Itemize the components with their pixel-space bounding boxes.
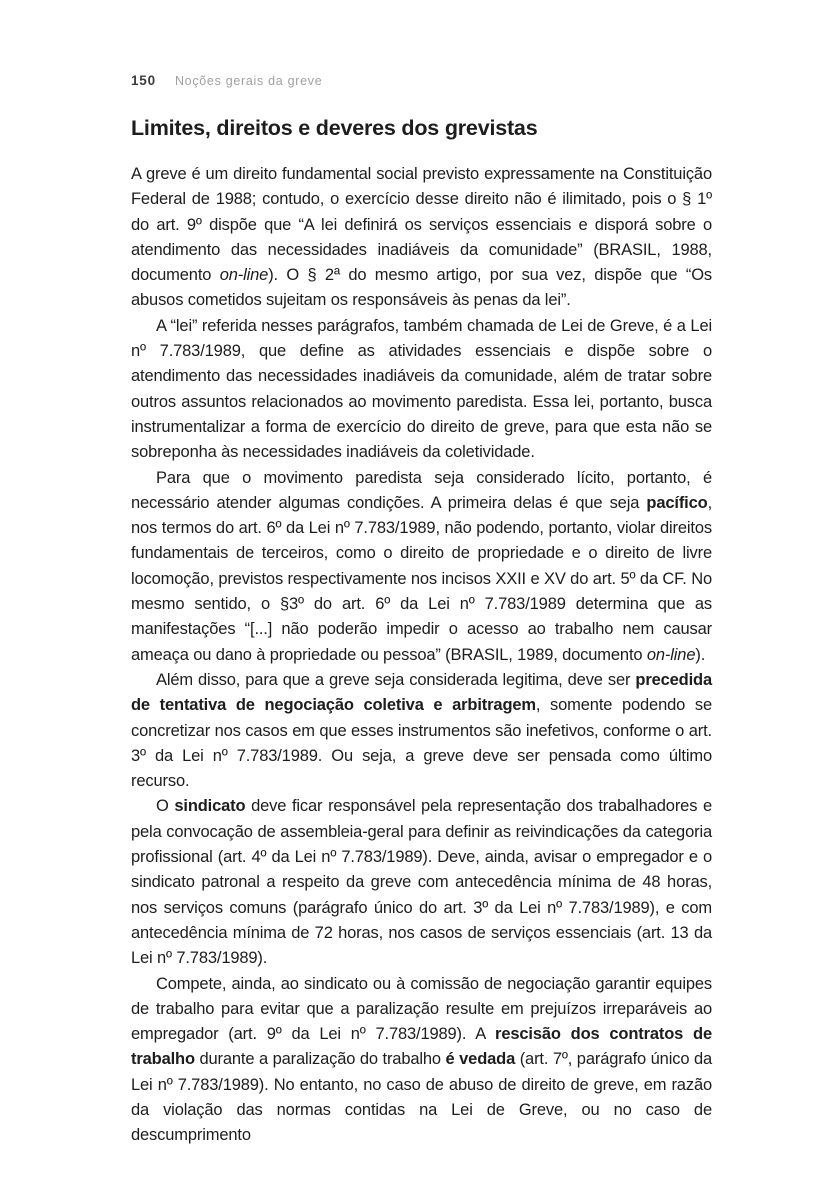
- text-run: , nos termos do art. 6º da Lei nº 7.783/1989, não podendo, portanto, violar direitos fundamentais de terceiros, como o direito de propriedade e o direito de livre locomoção, previstos respectivamente nos incisos XXII e XV do art. 5º da CF. No mesmo sentido, o §3º do art. 6º da Lei nº 7.783/1989 determina que as manifestações “[...] não poderão impedir o acesso ao trabalho nem causar ameaça ou dano à propriedade ou pessoa” (BRASIL, 1989, documento: [131, 493, 712, 664]
- emphasis-bold: rescisão dos contratos de trabalho: [131, 1025, 712, 1069]
- text-run: Para que o movimento paredista seja considerado lícito, portanto, é necessário atender algumas condições. A primeira delas é que seja: [131, 468, 712, 512]
- paragraph: [131, 794, 712, 971]
- text-run: A “lei” referida nesses parágrafos, também chamada de Lei de Greve, é a Lei nº 7.783/1989, que define as atividades essenciais e dispõe sobre o atendimento das necessidades inadiáveis da comunidade, além de tratar sobre outros assuntos relacionados ao movimento paredista. Essa lei, portanto, busca instrumentalizar a forma de exercício do direito de greve, para que esta não se sobreponha às necessidades inadiáveis da coletividade.: [131, 316, 712, 462]
- text-run: , somente podendo se concretizar nos casos em que esses instrumentos são inefetivos, conforme o art. 3º da Lei nº 7.783/1989. Ou seja, a greve deve ser pensada como último recurso.: [131, 696, 712, 791]
- page-number: 150: [131, 73, 156, 88]
- paragraph: [131, 668, 712, 794]
- paragraph: [131, 162, 712, 314]
- running-title: Noções gerais da greve: [174, 74, 323, 88]
- text-run: durante a paralização do trabalho: [194, 1050, 446, 1069]
- page-header: [131, 73, 322, 88]
- emphasis-italic: on-line: [646, 645, 696, 664]
- emphasis-italic: on-line: [219, 266, 269, 285]
- text-run: ).: [695, 645, 706, 664]
- text-run: Compete, ainda, ao sindicato ou à comissão de negociação garantir equipes de trabalho para evitar que a paralização resulte em prejuízos irreparáveis ao empregador (art. 9º da Lei nº 7.783/1989). A: [131, 974, 712, 1044]
- paragraph: [131, 314, 712, 466]
- paragraph: [131, 466, 712, 668]
- emphasis-bold: sindicato: [174, 797, 246, 816]
- body-text: [131, 162, 712, 1149]
- text-run: (art. 7º, parágrafo único da Lei nº 7.783/1989). No entanto, no caso de abuso de direito de greve, em razão da violação das normas contidas na Lei de Greve, ou no caso de descumprimento: [131, 1050, 712, 1145]
- section-title: Limites, direitos e deveres dos grevistas: [131, 116, 538, 140]
- text-run: A greve é um direito fundamental social previsto expressamente na Constituição Federal de 1988; contudo, o exercício desse direito não é ilimitado, pois o § 1º do art. 9º dispõe que “A lei definirá os serviços essenciais e disporá sobre o atendimento das necessidades inadiáveis da comunidade” (BRASIL, 1988, documento: [131, 165, 712, 285]
- text-run: ). O § 2ª do mesmo artigo, por sua vez, dispõe que “Os abusos cometidos sujeitam os responsáveis às penas da lei”.: [131, 266, 712, 310]
- text-run: Além disso, para que a greve seja considerada legitima, deve ser: [156, 670, 636, 689]
- text-run: deve ficar responsável pela representação dos trabalhadores e pela convocação de assembleia-geral para definir as reivindicações da categoria profissional (art. 4º da Lei nº 7.783/1989). Deve, ainda, avisar o empregador e o sindicato patronal a respeito da greve com antecedência mínima de 48 horas, nos serviços comuns (parágrafo único do art. 3º da Lei nº 7.783/1989), e com antecedência mínima de 72 horas, nos casos de serviços essenciais (art. 13 da Lei nº 7.783/1989).: [131, 797, 712, 968]
- emphasis-bold: pacífico: [646, 493, 708, 512]
- emphasis-bold: é vedada: [445, 1050, 516, 1069]
- paragraph: [131, 972, 712, 1149]
- text-run: O: [156, 797, 175, 816]
- emphasis-bold: precedida de tentativa de negociação coletiva e arbitragem: [131, 670, 712, 715]
